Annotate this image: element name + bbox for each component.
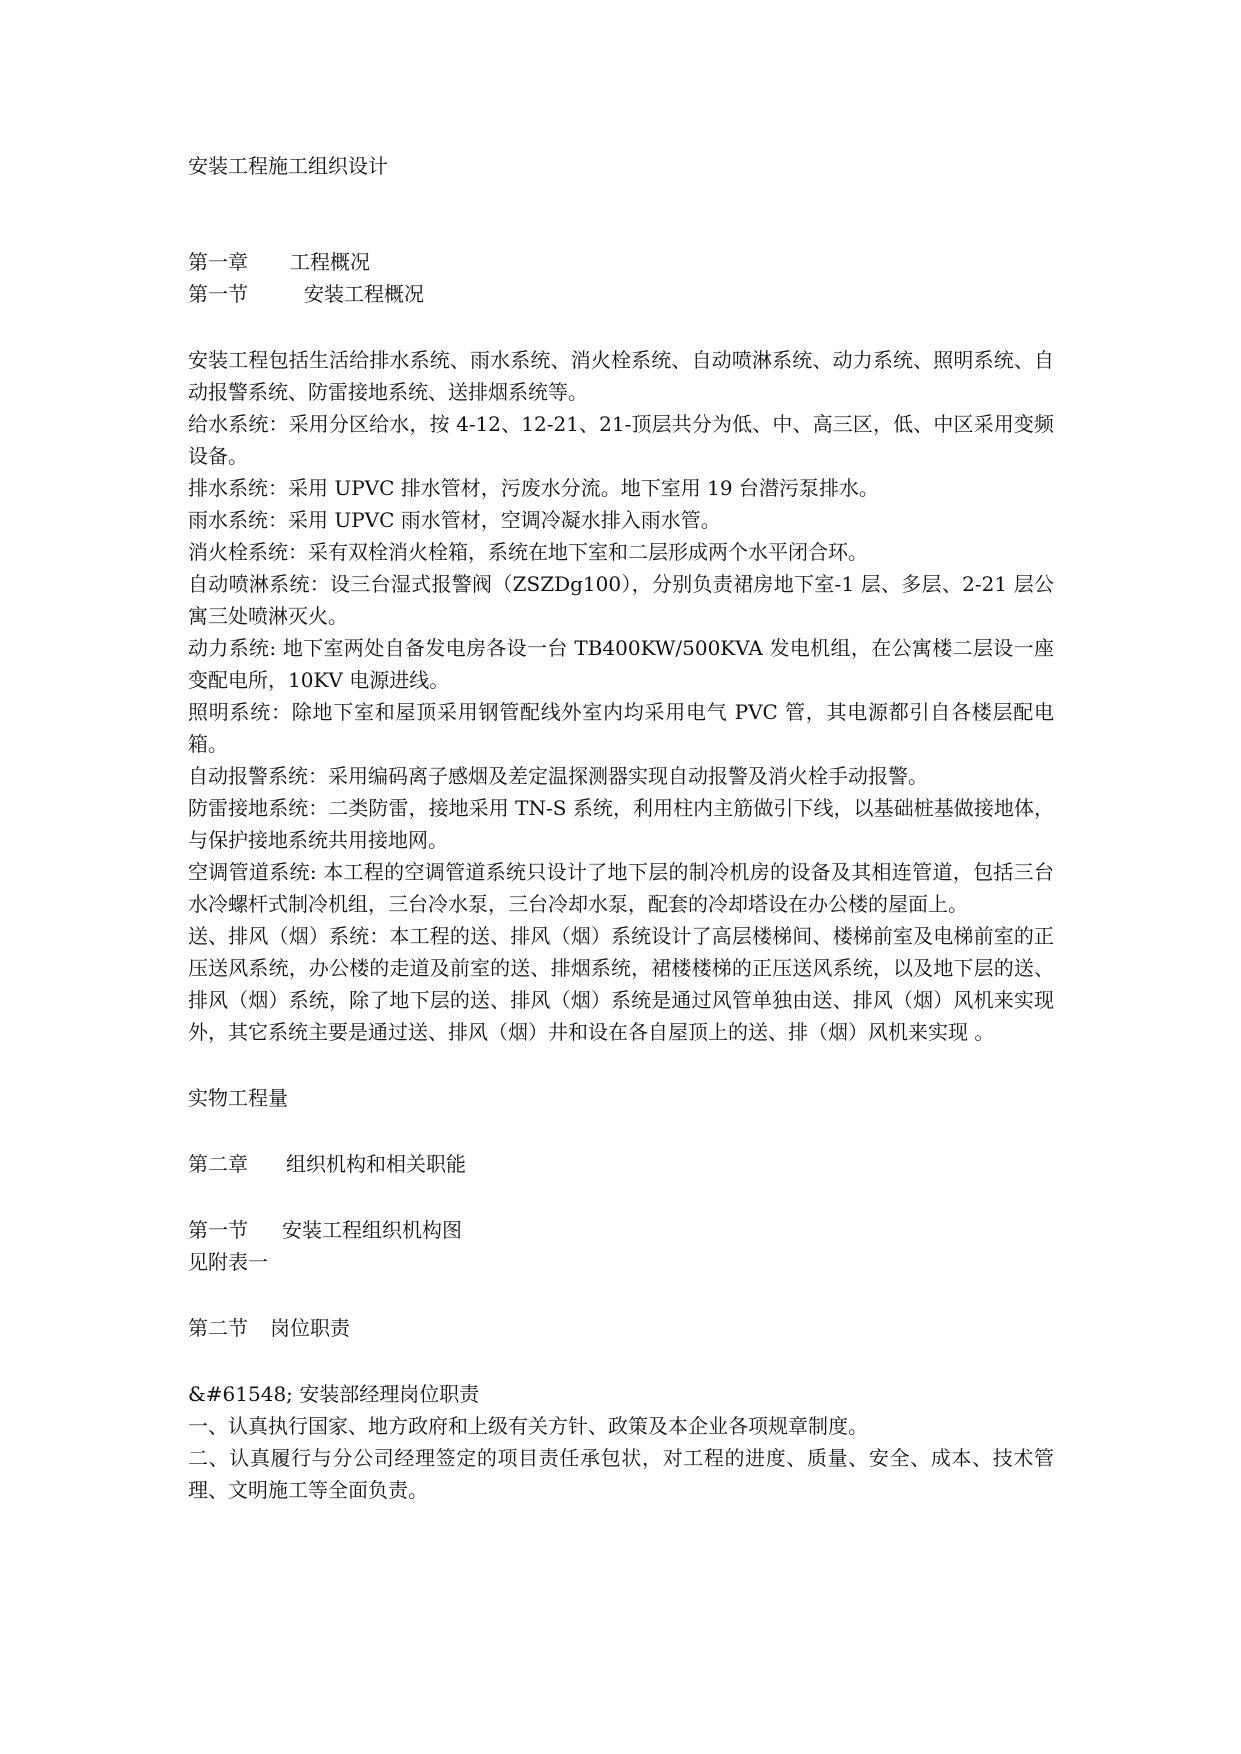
- section-2-1-heading: [188, 1214, 1054, 1246]
- overview-paragraph: 自动报警系统：采用编码离子感烟及差定温探测器实现自动报警及消火栓手动报警。: [188, 764, 928, 788]
- overview-paragraph: 雨水系统：采用 UPVC 雨水管材，空调冷凝水排入雨水管。: [188, 508, 721, 532]
- overview-paragraph: 防雷接地系统：二类防雷，接地采用 TN-S 系统，利用柱内主筋做引下线，以基础桩基做接地体，与保护接地系统共用接地网。: [188, 796, 1054, 852]
- section-2-1-note: 见附表一: [188, 1250, 268, 1274]
- duty-item: 一、认真执行国家、地方政府和上级有关方针、政策及本企业各项规章制度。: [188, 1414, 868, 1438]
- chapter-2-title: 组织机构和相关职能: [286, 1152, 466, 1176]
- overview-paragraph: 给水系统：采用分区给水，按 4-12、12-21、21-顶层共分为低、中、高三区，低、中区采用变频设备。: [188, 412, 1054, 468]
- overview-paragraphs: [188, 344, 1054, 1048]
- overview-paragraph: 排水系统：采用 UPVC 排水管材，污废水分流。地下室用 19 台潜污泵排水。: [188, 476, 879, 500]
- overview-paragraph: 安装工程包括生活给排水系统、雨水系统、消火栓系统、自动喷淋系统、动力系统、照明系统、自动报警系统、防雷接地系统、送排烟系统等。: [188, 348, 1054, 404]
- chapter-2-label: 第二章: [188, 1152, 248, 1176]
- overview-paragraph: 照明系统：除地下室和屋顶采用钢管配线外室内均采用电气 PVC 管，其电源都引自各楼层配电箱。: [188, 700, 1054, 756]
- section-2-1-label: 第一节: [188, 1218, 248, 1242]
- section-2-2-heading: [188, 1312, 1054, 1344]
- section-1-label: 第一节: [188, 282, 248, 306]
- section-2-2-label: 第二节: [188, 1316, 248, 1340]
- overview-paragraph: 空调管道系统: 本工程的空调管道系统只设计了地下层的制冷机房的设备及其相连管道，包括三台水冷螺杆式制冷机组，三台冷水泵，三台冷却水泵，配套的冷却塔设在办公楼的屋面上。: [188, 860, 1054, 916]
- document-title: 安装工程施工组织设计: [188, 154, 388, 178]
- overview-paragraph: 动力系统: 地下室两处自备发电房各设一台 TB400KW/500KVA 发电机组，在公寓楼二层设一座变配电所，10KV 电源进线。: [188, 636, 1054, 692]
- section-2-2-title: 岗位职责: [270, 1316, 350, 1340]
- quantity-heading: 实物工程量: [188, 1086, 288, 1110]
- section-1-heading: [188, 278, 1054, 310]
- duty-item: 二、认真履行与分公司经理签定的项目责任承包状，对工程的进度、质量、安全、成本、技术管理、文明施工等全面负责。: [188, 1446, 1054, 1502]
- chapter-1-title: 工程概况: [290, 250, 370, 274]
- section-1-title: 安装工程概况: [304, 282, 424, 306]
- role-heading: &#61548; 安装部经理岗位职责: [188, 1382, 480, 1406]
- chapter-2-heading: [188, 1148, 1054, 1180]
- section-2-1-title: 安装工程组织机构图: [282, 1218, 462, 1242]
- duties-list: [188, 1410, 1054, 1506]
- chapter-1-heading: [188, 246, 1054, 278]
- chapter-1-label: 第一章: [188, 250, 248, 274]
- overview-paragraph: 自动喷淋系统：设三台湿式报警阀（ZSZDg100），分别负责裙房地下室-1 层、多层、2-21 层公寓三处喷淋灭火。: [188, 572, 1054, 628]
- overview-paragraph: 送、排风（烟）系统：本工程的送、排风（烟）系统设计了高层楼梯间、楼梯前室及电梯前室的正压送风系统，办公楼的走道及前室的送、排烟系统，裙楼楼梯的正压送风系统，以及地下层的送、排风（烟）系统，除了地下层的送、排风（烟）系统是通过风管单独由送、排风（烟）风机来实现外，其它系统主要是通过送、排风（烟）井和设在各自屋顶上的送、排（烟）风机来实现 。: [188, 924, 1054, 1044]
- overview-paragraph: 消火栓系统：采有双栓消火栓箱，系统在地下室和二层形成两个水平闭合环。: [188, 540, 868, 564]
- document-page: [188, 150, 1054, 1506]
